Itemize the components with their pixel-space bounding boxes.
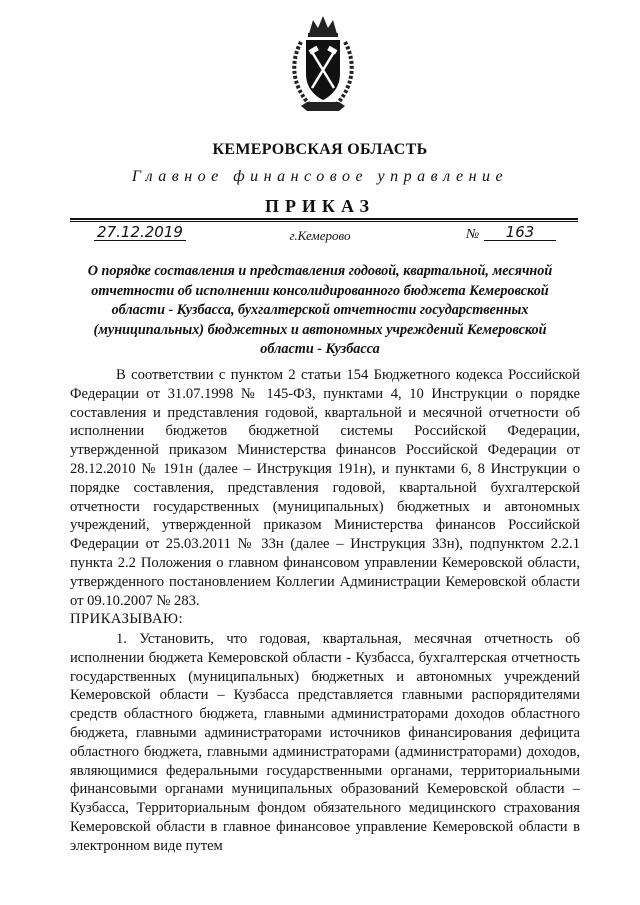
coat-of-arms-icon (287, 12, 359, 120)
order-date: 27.12.2019 (94, 224, 186, 241)
header-divider (70, 218, 578, 220)
region-title: КЕМЕРОВСКАЯ ОБЛАСТЬ (212, 141, 428, 158)
order-number: 163 (484, 224, 556, 241)
department-name: Главное финансовое управление (131, 168, 509, 185)
number-sign: № (466, 227, 480, 242)
preamble-paragraph: В соответствии с пунктом 2 статьи 154 Бюджетного кодекса Российской Федерации от 31.07.1998 № 145-ФЗ, пунктами 4, 10 Инструкции о порядке составления и представления годовой, квартальной и месячной отчетности об исполнении бюджетов бюджетной системы Российской Федерации, утвержденной приказом Министерства финансов Российской Федерации от 28.12.2010 № 191н (далее – Инструкция 191н), и пунктами 6, 8 Инструкции о порядке составления, представления годовой, квартальной бухгалтерской отчетности государственных (муниципальных) бюджетных и автономных учреждений, утвержденной приказом Министерства финансов Российской Федерации от 25.03.2011 № 33н (далее – Инструкция 33н), подпунктом 2.2.1 пункта 2.2 Положения о главном финансовом управлении Кемеровской области, утвержденного постановлением Коллегии Администрации Кемеровской области от 09.10.2007 № 283. (70, 367, 580, 609)
header-divider-thin (70, 221, 578, 222)
order-subject: О порядке составления и представления годовой, квартальной, месячной отчетности об исполнении консолидированного бюджета Кемеровской области - Кузбасса, бухгалтерской отчетности государственных (муниципальных) бюджетных и автономных учреждений Кемеровской области - Кузбасса (87, 263, 553, 357)
order-word: ПРИКАЗЫВАЮ: (70, 611, 184, 627)
document-type: ПРИКАЗ (264, 196, 376, 216)
order-city: г.Кемерово (289, 228, 351, 243)
item-1-paragraph: 1. Установить, что годовая, квартальная, месячная отчетность об исполнении бюджета Кемеровской области - Кузбасса, бухгалтерская отчетность государственных (муниципальных) бюджетных и автономных учреждений Кемеровской области – Кузбасса представляется главными распорядителями средств областного бюджета, главными администраторами доходов областного бюджета, главными администраторами источников финансирования дефицита областного бюджета, главными администраторами (администраторами) доходов, являющимися федеральными государственными органами, территориальными финансовыми органами муниципальных образований Кемеровской области – Кузбасса, Территориальным фондом обязательного медицинского страхования Кемеровской области в главное финансовое управление Кемеровской области в электронном виде путем (70, 631, 580, 854)
